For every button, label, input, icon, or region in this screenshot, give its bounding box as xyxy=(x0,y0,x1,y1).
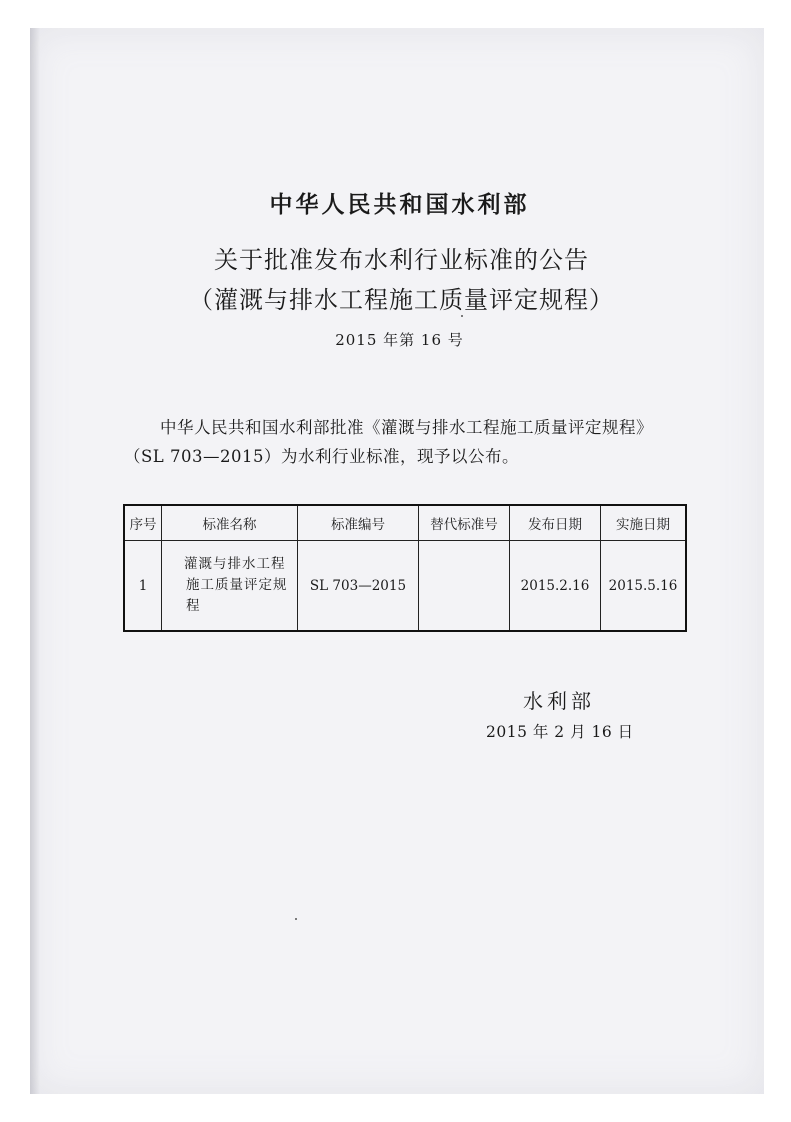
header-name: 标准名称 xyxy=(162,505,298,541)
header-replaces: 替代标准号 xyxy=(419,505,510,541)
header-no: 序号 xyxy=(124,505,162,541)
header-effective-date: 实施日期 xyxy=(601,505,687,541)
cell-name-text: 灌溉与排水工程施工质量评定规程 xyxy=(184,556,288,614)
table-row xyxy=(124,541,686,632)
notice-body: 中华人民共和国水利部批准《灌溉与排水工程施工质量评定规程》（SL 703—2015）为水利行业标准，现予以公布。 xyxy=(124,418,653,466)
table-header-row xyxy=(124,505,686,541)
standards-table xyxy=(123,504,687,632)
document-number: 2015 年第 16 号 xyxy=(335,331,464,349)
cell-effective-date: 2015.5.16 xyxy=(601,541,687,632)
header-code: 标准编号 xyxy=(298,505,419,541)
cell-code: SL 703—2015 xyxy=(298,541,419,632)
issuing-ministry: 中华人民共和国水利部 xyxy=(269,191,530,218)
cell-publish-date: 2015.2.16 xyxy=(510,541,601,632)
signature-issuer: 水利部 xyxy=(523,689,595,713)
cell-replaces xyxy=(419,541,510,632)
header-publish-date: 发布日期 xyxy=(510,505,601,541)
cell-no: 1 xyxy=(124,541,162,632)
cell-name xyxy=(162,541,298,632)
scan-speck xyxy=(461,315,463,317)
signature-date: 2015 年 2 月 16 日 xyxy=(486,723,634,741)
notice-title: 关于批准发布水利行业标准的公告 xyxy=(214,246,589,274)
notice-subtitle: （灌溉与排水工程施工质量评定规程） xyxy=(189,286,614,314)
scan-speck xyxy=(295,918,297,920)
